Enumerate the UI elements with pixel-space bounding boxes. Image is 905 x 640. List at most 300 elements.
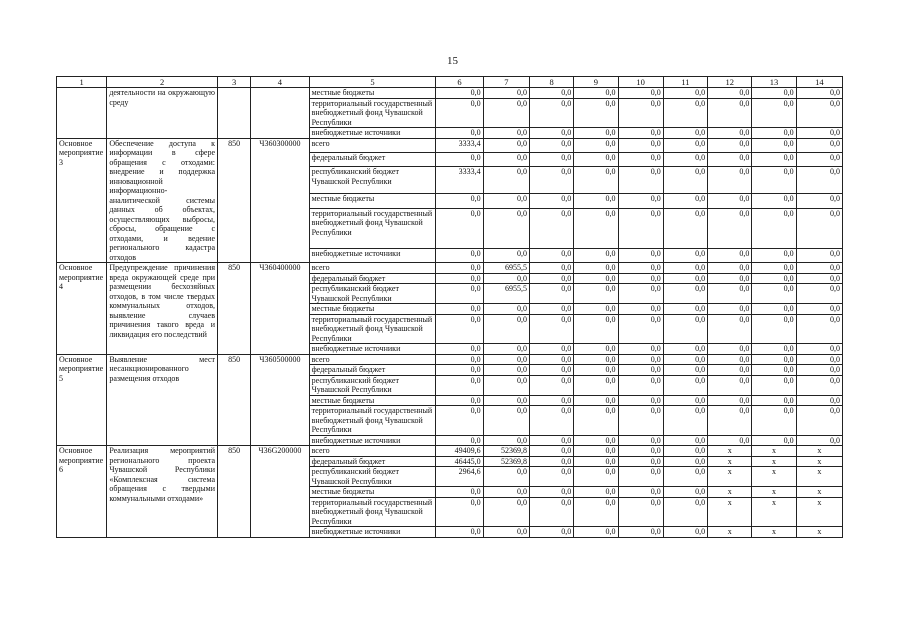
value-cell: 0,0 <box>529 284 573 304</box>
value-cell: 0,0 <box>529 497 573 527</box>
value-cell: 0,0 <box>618 354 663 365</box>
value-cell: 0,0 <box>752 152 796 166</box>
value-cell: 0,0 <box>796 284 842 304</box>
value-cell: x <box>752 456 796 467</box>
funding-source: территориальный государственный внебюджетный фонд Чувашской Республики <box>309 314 436 344</box>
value-cell: 0,0 <box>529 248 573 262</box>
value-cell: 0,0 <box>752 273 796 284</box>
value-cell: 0,0 <box>483 98 529 128</box>
value-cell: 0,0 <box>708 248 752 262</box>
value-cell: 0,0 <box>574 273 618 284</box>
value-cell: 0,0 <box>436 263 483 274</box>
value-cell: 0,0 <box>574 406 618 436</box>
value-cell: 0,0 <box>436 365 483 376</box>
value-cell: 0,0 <box>483 344 529 355</box>
value-cell: 0,0 <box>663 375 707 395</box>
value-cell: 0,0 <box>752 208 796 248</box>
value-cell: 0,0 <box>796 167 842 194</box>
value-cell: 0,0 <box>663 487 707 498</box>
value-cell: 0,0 <box>618 375 663 395</box>
measure-description: деятельности на окружающую среду <box>107 88 218 139</box>
value-cell: 0,0 <box>618 406 663 436</box>
value-cell: 0,0 <box>708 263 752 274</box>
value-cell: 0,0 <box>574 263 618 274</box>
value-cell: x <box>796 527 842 538</box>
value-cell: 0,0 <box>796 194 842 208</box>
value-cell: 0,0 <box>483 527 529 538</box>
value-cell: 0,0 <box>708 138 752 152</box>
value-cell: 0,0 <box>574 138 618 152</box>
column-header: 4 <box>251 77 309 88</box>
grbs-code: 850 <box>218 446 251 538</box>
value-cell: 0,0 <box>796 248 842 262</box>
value-cell: 0,0 <box>708 284 752 304</box>
funding-source: местные бюджеты <box>309 487 436 498</box>
value-cell: 0,0 <box>529 128 573 139</box>
value-cell: 0,0 <box>574 152 618 166</box>
value-cell: x <box>708 527 752 538</box>
budget-table <box>56 76 843 538</box>
value-cell: 0,0 <box>752 284 796 304</box>
value-cell: 0,0 <box>483 375 529 395</box>
table-row <box>57 354 843 365</box>
value-cell: 0,0 <box>618 344 663 355</box>
value-cell: 0,0 <box>708 406 752 436</box>
value-cell: x <box>796 487 842 498</box>
value-cell: 0,0 <box>436 314 483 344</box>
value-cell: 0,0 <box>618 167 663 194</box>
value-cell: 0,0 <box>483 248 529 262</box>
value-cell: 0,0 <box>529 167 573 194</box>
value-cell: 0,0 <box>529 406 573 436</box>
value-cell: 0,0 <box>529 138 573 152</box>
value-cell: 0,0 <box>436 98 483 128</box>
funding-source: территориальный государственный внебюджетный фонд Чувашской Республики <box>309 208 436 248</box>
value-cell: 0,0 <box>436 406 483 436</box>
value-cell: 0,0 <box>752 98 796 128</box>
value-cell: 0,0 <box>663 497 707 527</box>
funding-source: республиканский бюджет Чувашской Республики <box>309 467 436 487</box>
value-cell: x <box>708 446 752 457</box>
value-cell: 0,0 <box>618 304 663 315</box>
value-cell: 0,0 <box>796 314 842 344</box>
value-cell: 3333,4 <box>436 167 483 194</box>
grbs-code: 850 <box>218 354 251 446</box>
measure-description: Предупреждение причинения вреда окружающей среде при размещении бесхозяйных отходов, в том числе твердых коммунальных отходов, выявление случаев причинения такого вреда и ликвидация его последствий <box>107 263 218 355</box>
budget-classification-code: Ч360500000 <box>251 354 309 446</box>
value-cell: x <box>752 497 796 527</box>
value-cell: 0,0 <box>574 314 618 344</box>
value-cell: 0,0 <box>529 263 573 274</box>
value-cell: 0,0 <box>529 208 573 248</box>
value-cell: 0,0 <box>529 375 573 395</box>
value-cell: x <box>796 497 842 527</box>
funding-source: федеральный бюджет <box>309 273 436 284</box>
value-cell: 0,0 <box>752 167 796 194</box>
value-cell: 0,0 <box>708 208 752 248</box>
value-cell: 0,0 <box>663 365 707 376</box>
value-cell: 0,0 <box>574 435 618 446</box>
value-cell: 0,0 <box>618 152 663 166</box>
value-cell: 0,0 <box>574 375 618 395</box>
value-cell: 0,0 <box>752 304 796 315</box>
value-cell: 0,0 <box>708 194 752 208</box>
value-cell: 0,0 <box>529 273 573 284</box>
value-cell: 0,0 <box>752 128 796 139</box>
value-cell: 0,0 <box>752 354 796 365</box>
value-cell: 0,0 <box>574 446 618 457</box>
value-cell: x <box>796 456 842 467</box>
value-cell: 0,0 <box>663 263 707 274</box>
value-cell: 0,0 <box>483 497 529 527</box>
value-cell: 0,0 <box>618 138 663 152</box>
value-cell: 0,0 <box>796 406 842 436</box>
value-cell: 0,0 <box>529 88 573 99</box>
value-cell: x <box>752 487 796 498</box>
value-cell: 0,0 <box>796 344 842 355</box>
value-cell: 0,0 <box>708 314 752 344</box>
value-cell: 0,0 <box>529 446 573 457</box>
table-row <box>57 138 843 152</box>
value-cell: 0,0 <box>574 167 618 194</box>
value-cell: 0,0 <box>574 456 618 467</box>
value-cell: 6955,5 <box>483 263 529 274</box>
value-cell: 0,0 <box>483 273 529 284</box>
value-cell: 0,0 <box>708 98 752 128</box>
value-cell: 0,0 <box>529 194 573 208</box>
value-cell: 0,0 <box>618 248 663 262</box>
value-cell: 0,0 <box>574 128 618 139</box>
value-cell: 0,0 <box>663 208 707 248</box>
value-cell: 0,0 <box>483 365 529 376</box>
value-cell: 0,0 <box>663 248 707 262</box>
value-cell: 0,0 <box>752 344 796 355</box>
grbs-code <box>218 88 251 139</box>
value-cell: 0,0 <box>752 375 796 395</box>
value-cell: 0,0 <box>796 138 842 152</box>
value-cell: 0,0 <box>708 395 752 406</box>
value-cell: 0,0 <box>529 344 573 355</box>
value-cell: 0,0 <box>618 395 663 406</box>
measure-name: Основное мероприятие 4 <box>57 263 107 355</box>
value-cell: 0,0 <box>663 527 707 538</box>
funding-source: внебюджетные источники <box>309 527 436 538</box>
value-cell: 0,0 <box>529 487 573 498</box>
value-cell: 0,0 <box>618 365 663 376</box>
funding-source: местные бюджеты <box>309 395 436 406</box>
column-header: 7 <box>483 77 529 88</box>
value-cell: 0,0 <box>752 395 796 406</box>
value-cell: 0,0 <box>436 344 483 355</box>
budget-classification-code: Ч36G200000 <box>251 446 309 538</box>
value-cell: 0,0 <box>529 527 573 538</box>
funding-source: территориальный государственный внебюджетный фонд Чувашской Республики <box>309 406 436 436</box>
column-header: 11 <box>663 77 707 88</box>
column-header: 1 <box>57 77 107 88</box>
value-cell: 0,0 <box>483 138 529 152</box>
value-cell: 0,0 <box>708 304 752 315</box>
table-row <box>57 446 843 457</box>
value-cell: 0,0 <box>663 98 707 128</box>
value-cell: 0,0 <box>663 344 707 355</box>
value-cell: 0,0 <box>796 128 842 139</box>
table-row <box>57 263 843 274</box>
budget-classification-code: Ч360300000 <box>251 138 309 263</box>
value-cell: x <box>752 527 796 538</box>
value-cell: 0,0 <box>574 248 618 262</box>
value-cell: 0,0 <box>663 152 707 166</box>
value-cell: 0,0 <box>618 128 663 139</box>
value-cell: 49409,6 <box>436 446 483 457</box>
value-cell: 0,0 <box>618 98 663 128</box>
value-cell: 0,0 <box>574 354 618 365</box>
value-cell: 0,0 <box>663 435 707 446</box>
measure-name: Основное мероприятие 6 <box>57 446 107 538</box>
grbs-code: 850 <box>218 138 251 263</box>
value-cell: 0,0 <box>663 128 707 139</box>
value-cell: 0,0 <box>663 446 707 457</box>
value-cell: x <box>708 467 752 487</box>
value-cell: 0,0 <box>574 194 618 208</box>
measure-name <box>57 88 107 139</box>
value-cell: 52369,8 <box>483 446 529 457</box>
value-cell: 0,0 <box>618 487 663 498</box>
value-cell: 0,0 <box>436 128 483 139</box>
value-cell: 0,0 <box>436 304 483 315</box>
value-cell: 0,0 <box>796 395 842 406</box>
value-cell: 0,0 <box>618 314 663 344</box>
value-cell: 0,0 <box>708 354 752 365</box>
value-cell: 0,0 <box>436 395 483 406</box>
value-cell: 0,0 <box>752 314 796 344</box>
value-cell: 0,0 <box>574 365 618 376</box>
funding-source: внебюджетные источники <box>309 128 436 139</box>
value-cell: 0,0 <box>663 167 707 194</box>
value-cell: 0,0 <box>483 208 529 248</box>
value-cell: 0,0 <box>663 395 707 406</box>
value-cell: 0,0 <box>574 88 618 99</box>
value-cell: 0,0 <box>483 128 529 139</box>
value-cell: 0,0 <box>618 208 663 248</box>
value-cell: 0,0 <box>483 152 529 166</box>
value-cell: 3333,4 <box>436 138 483 152</box>
value-cell: 0,0 <box>529 395 573 406</box>
column-header: 10 <box>618 77 663 88</box>
value-cell: 0,0 <box>663 314 707 344</box>
value-cell: 0,0 <box>529 456 573 467</box>
value-cell: 0,0 <box>618 527 663 538</box>
value-cell: 0,0 <box>483 395 529 406</box>
column-header: 9 <box>574 77 618 88</box>
value-cell: 0,0 <box>752 406 796 436</box>
value-cell: 0,0 <box>574 467 618 487</box>
value-cell: 0,0 <box>618 263 663 274</box>
column-header: 13 <box>752 77 796 88</box>
value-cell: 0,0 <box>796 273 842 284</box>
value-cell: 0,0 <box>483 435 529 446</box>
column-header: 6 <box>436 77 483 88</box>
funding-source: республиканский бюджет Чувашской Республики <box>309 167 436 194</box>
value-cell: 0,0 <box>708 365 752 376</box>
value-cell: 0,0 <box>574 395 618 406</box>
value-cell: 0,0 <box>436 354 483 365</box>
value-cell: 0,0 <box>436 527 483 538</box>
value-cell: 0,0 <box>574 487 618 498</box>
funding-source: внебюджетные источники <box>309 344 436 355</box>
value-cell: 0,0 <box>529 304 573 315</box>
value-cell: 0,0 <box>663 194 707 208</box>
value-cell: 0,0 <box>436 208 483 248</box>
value-cell: 0,0 <box>529 98 573 128</box>
value-cell: 0,0 <box>574 304 618 315</box>
value-cell: 0,0 <box>663 88 707 99</box>
value-cell: 0,0 <box>436 88 483 99</box>
funding-source: территориальный государственный внебюджетный фонд Чувашской Республики <box>309 497 436 527</box>
column-header: 3 <box>218 77 251 88</box>
value-cell: 0,0 <box>752 88 796 99</box>
value-cell: 0,0 <box>436 248 483 262</box>
value-cell: 0,0 <box>796 365 842 376</box>
value-cell: 0,0 <box>796 88 842 99</box>
column-header: 12 <box>708 77 752 88</box>
value-cell: 0,0 <box>436 273 483 284</box>
value-cell: 0,0 <box>708 435 752 446</box>
value-cell: x <box>708 497 752 527</box>
value-cell: 0,0 <box>663 284 707 304</box>
value-cell: 0,0 <box>436 375 483 395</box>
value-cell: 0,0 <box>663 467 707 487</box>
value-cell: 0,0 <box>483 194 529 208</box>
funding-source: республиканский бюджет Чувашской Республики <box>309 375 436 395</box>
measure-name: Основное мероприятие 5 <box>57 354 107 446</box>
value-cell: 0,0 <box>483 406 529 436</box>
funding-source: федеральный бюджет <box>309 456 436 467</box>
funding-source: местные бюджеты <box>309 88 436 99</box>
funding-source: внебюджетные источники <box>309 435 436 446</box>
column-header: 5 <box>309 77 436 88</box>
value-cell: 0,0 <box>483 487 529 498</box>
value-cell: 0,0 <box>796 304 842 315</box>
value-cell: 0,0 <box>663 406 707 436</box>
value-cell: x <box>708 456 752 467</box>
value-cell: x <box>752 446 796 457</box>
value-cell: 0,0 <box>436 152 483 166</box>
value-cell: 0,0 <box>483 167 529 194</box>
value-cell: 2964,6 <box>436 467 483 487</box>
value-cell: 0,0 <box>708 273 752 284</box>
value-cell: 0,0 <box>796 354 842 365</box>
funding-source: местные бюджеты <box>309 304 436 315</box>
value-cell: 6955,5 <box>483 284 529 304</box>
budget-classification-code <box>251 88 309 139</box>
value-cell: 0,0 <box>436 497 483 527</box>
funding-source: федеральный бюджет <box>309 365 436 376</box>
funding-source: местные бюджеты <box>309 194 436 208</box>
value-cell: 0,0 <box>529 467 573 487</box>
value-cell: 0,0 <box>574 208 618 248</box>
value-cell: 0,0 <box>436 435 483 446</box>
value-cell: 0,0 <box>574 527 618 538</box>
value-cell: 0,0 <box>483 354 529 365</box>
value-cell: 0,0 <box>574 344 618 355</box>
value-cell: 0,0 <box>618 435 663 446</box>
value-cell: 0,0 <box>752 138 796 152</box>
table-row <box>57 88 843 99</box>
value-cell: 0,0 <box>752 248 796 262</box>
funding-source: внебюджетные источники <box>309 248 436 262</box>
value-cell: 0,0 <box>529 435 573 446</box>
value-cell: 0,0 <box>529 152 573 166</box>
value-cell: 0,0 <box>618 284 663 304</box>
value-cell: 0,0 <box>663 456 707 467</box>
funding-source: республиканский бюджет Чувашской Республики <box>309 284 436 304</box>
funding-source: всего <box>309 354 436 365</box>
page-number: 15 <box>447 55 458 67</box>
value-cell: 0,0 <box>752 194 796 208</box>
column-header: 8 <box>529 77 573 88</box>
measure-description: Выявление мест несанкционированного размещения отходов <box>107 354 218 446</box>
column-header: 14 <box>796 77 842 88</box>
grbs-code: 850 <box>218 263 251 355</box>
funding-source: территориальный государственный внебюджетный фонд Чувашской Республики <box>309 98 436 128</box>
value-cell: 0,0 <box>708 88 752 99</box>
table-body <box>57 88 843 538</box>
value-cell: 0,0 <box>483 304 529 315</box>
value-cell: x <box>796 446 842 457</box>
value-cell: x <box>752 467 796 487</box>
value-cell: 0,0 <box>708 375 752 395</box>
value-cell: 0,0 <box>436 487 483 498</box>
value-cell: 0,0 <box>618 467 663 487</box>
value-cell: 0,0 <box>436 284 483 304</box>
value-cell: 0,0 <box>708 167 752 194</box>
value-cell: 0,0 <box>796 98 842 128</box>
value-cell: 0,0 <box>436 194 483 208</box>
column-header: 2 <box>107 77 218 88</box>
value-cell: 0,0 <box>663 273 707 284</box>
value-cell: 0,0 <box>752 435 796 446</box>
value-cell: 0,0 <box>796 263 842 274</box>
value-cell: 0,0 <box>708 128 752 139</box>
measure-description: Реализация мероприятий регионального проекта Чувашской Республики «Комплексная система обращения с твердыми коммунальными отходами» <box>107 446 218 538</box>
value-cell: 0,0 <box>663 304 707 315</box>
value-cell: 0,0 <box>796 435 842 446</box>
measure-name: Основное мероприятие 3 <box>57 138 107 263</box>
value-cell: 0,0 <box>483 88 529 99</box>
value-cell: 0,0 <box>752 263 796 274</box>
value-cell: 0,0 <box>708 344 752 355</box>
value-cell: 0,0 <box>529 354 573 365</box>
measure-description: Обеспечение доступа к информации в сфере обращения с отходами: внедрение и поддержка инновационной информационно-аналитической системы данных об объектах, осуществляющих выбросы, сбросы, обращение с отходами, и ведение регионального кадастра отходов <box>107 138 218 263</box>
value-cell: 0,0 <box>663 138 707 152</box>
value-cell: 46445,0 <box>436 456 483 467</box>
value-cell: 0,0 <box>483 314 529 344</box>
value-cell: 0,0 <box>574 98 618 128</box>
value-cell: 0,0 <box>618 456 663 467</box>
value-cell: x <box>708 487 752 498</box>
value-cell: 0,0 <box>483 467 529 487</box>
value-cell: 0,0 <box>796 208 842 248</box>
value-cell: 0,0 <box>796 375 842 395</box>
value-cell: 0,0 <box>708 152 752 166</box>
value-cell: x <box>796 467 842 487</box>
funding-source: федеральный бюджет <box>309 152 436 166</box>
value-cell: 0,0 <box>618 88 663 99</box>
value-cell: 0,0 <box>574 284 618 304</box>
table-header-row <box>57 77 843 88</box>
value-cell: 52369,8 <box>483 456 529 467</box>
value-cell: 0,0 <box>618 446 663 457</box>
